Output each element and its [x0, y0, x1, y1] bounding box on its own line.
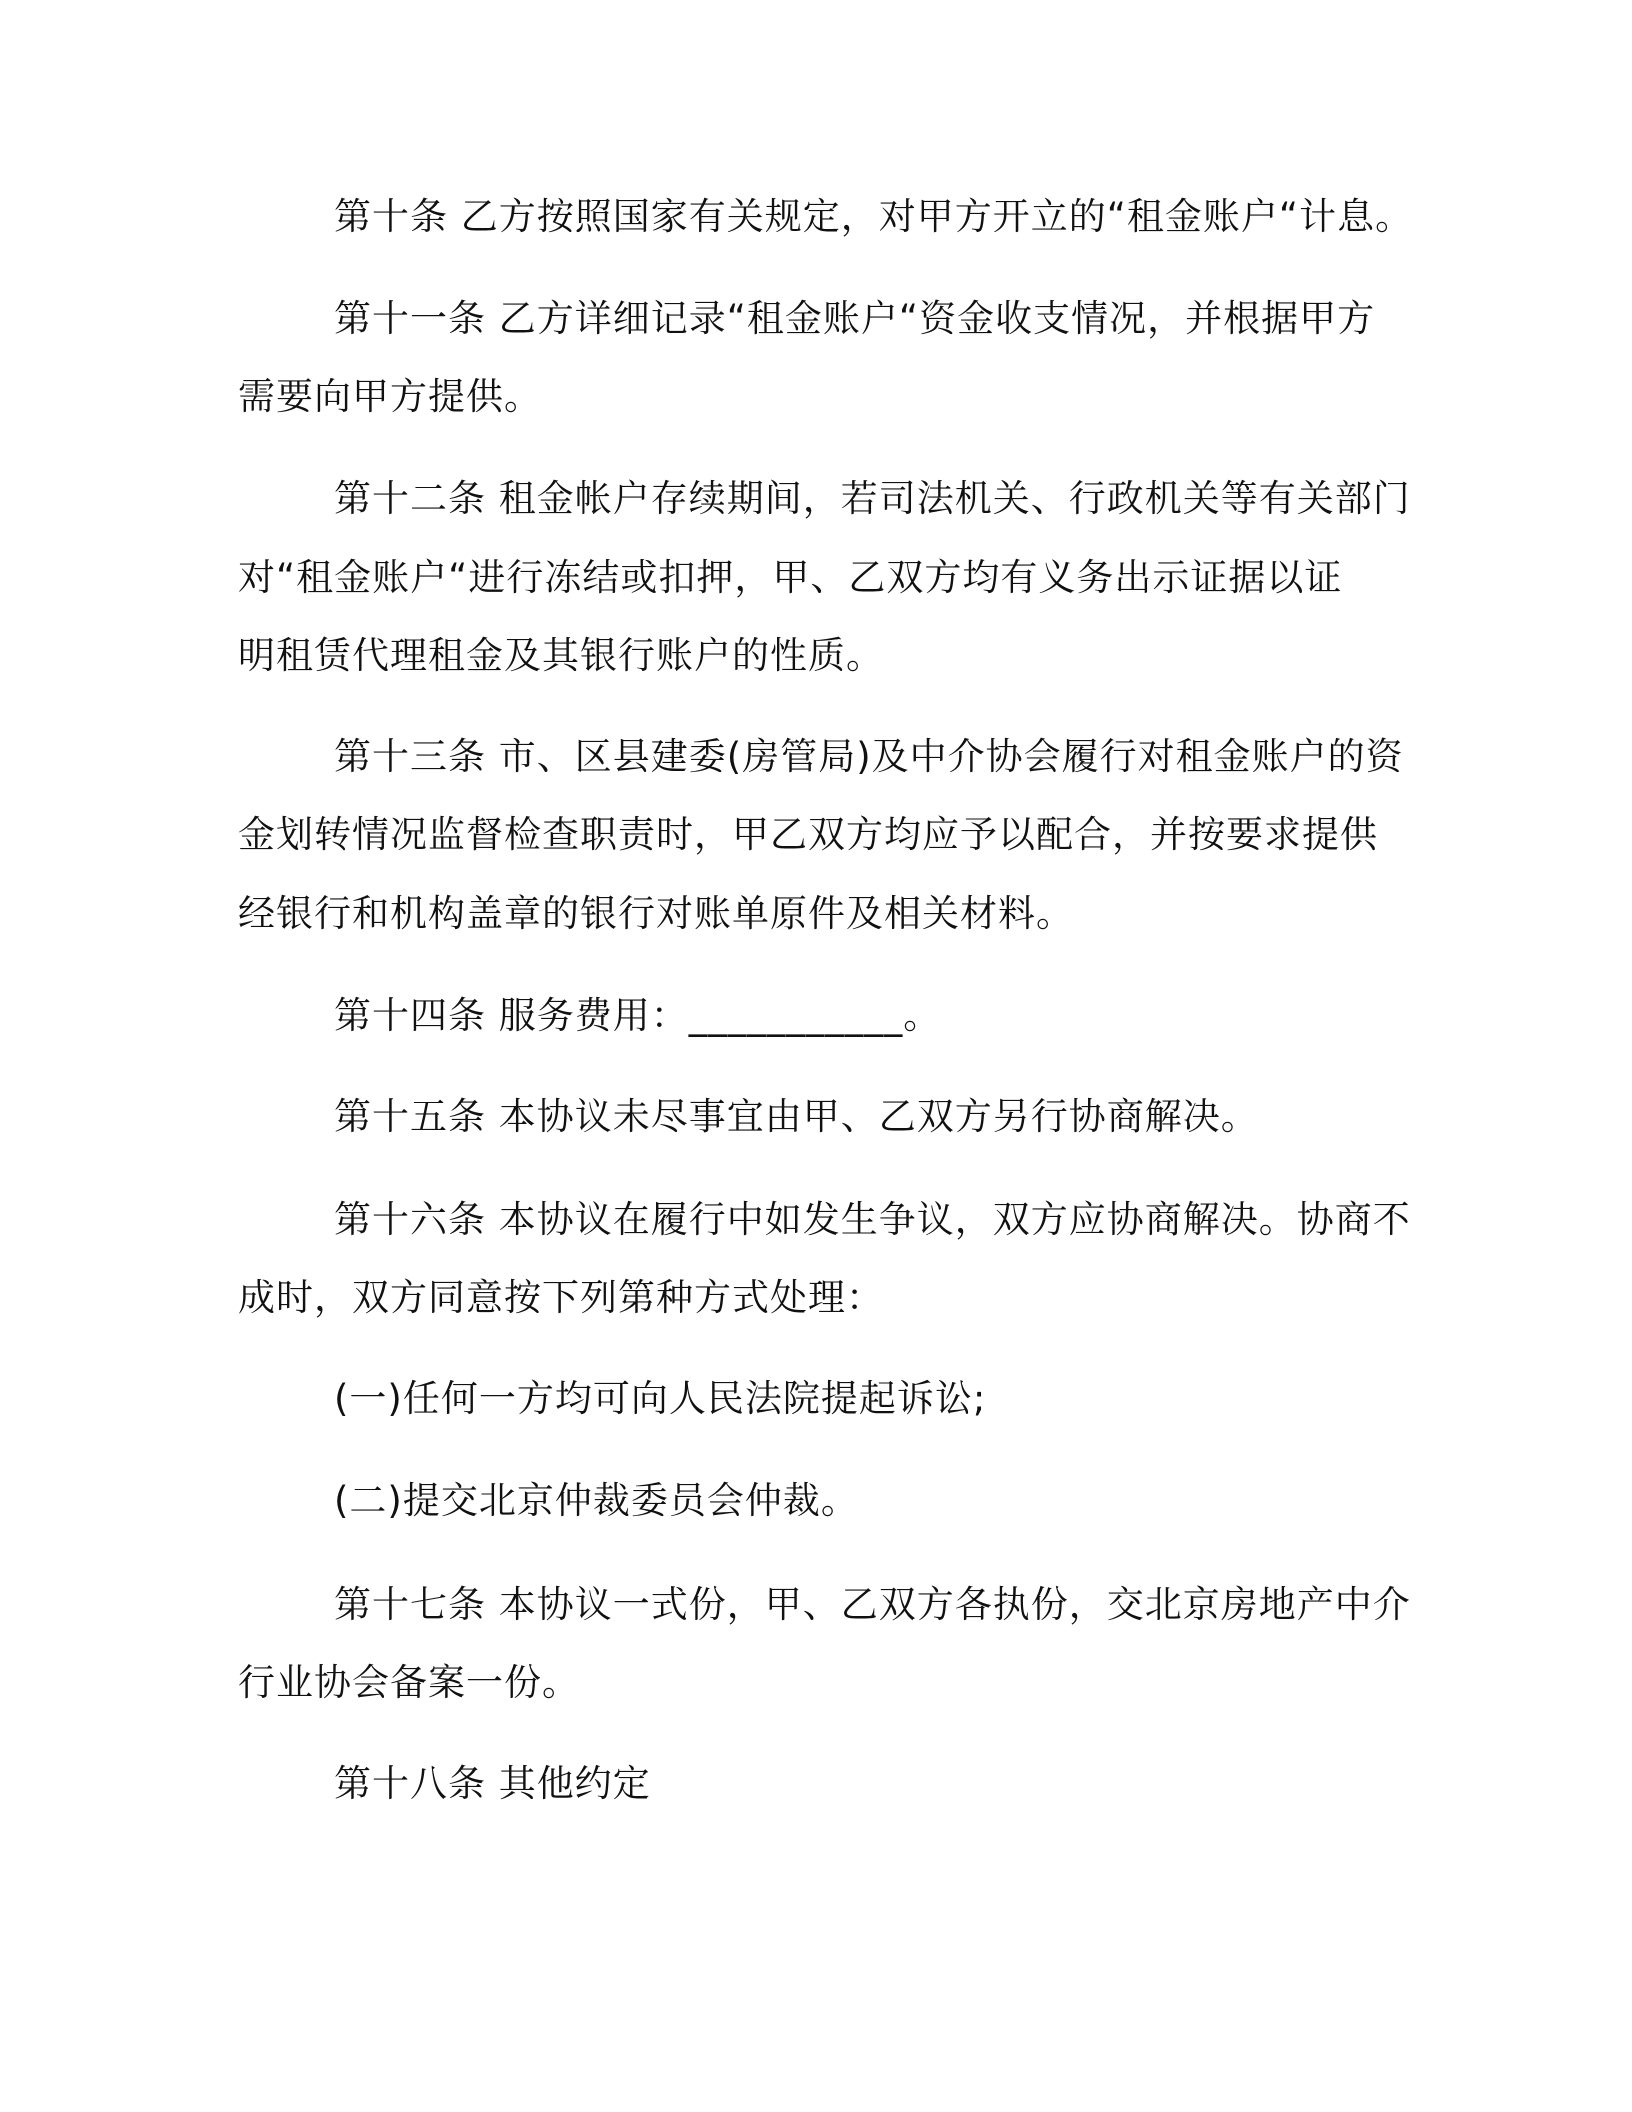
- article-13-line-1: 第十三条 市、区县建委(房管局)及中介协会履行对租金账户的资: [334, 735, 1404, 778]
- article-11-line-2: 需要向甲方提供。: [238, 375, 542, 418]
- article-11-line-1: 第十一条 乙方详细记录“租金账户“资金收支情况，并根据甲方: [334, 297, 1376, 340]
- article-18: 第十八条 其他约定: [334, 1762, 651, 1805]
- article-16-line-1: 第十六条 本协议在履行中如发生争议，双方应协商解决。协商不: [334, 1198, 1411, 1241]
- article-17-line-1: 第十七条 本协议一式份，甲、乙双方各执份，交北京房地产中介: [334, 1583, 1411, 1626]
- article-17-line-2: 行业协会备案一份。: [238, 1661, 580, 1704]
- article-12-line-2: 对“租金账户“进行冻结或扣押，甲、乙双方均有义务出示证据以证: [238, 556, 1343, 599]
- article-12-line-1: 第十二条 租金帐户存续期间，若司法机关、行政机关等有关部门: [334, 477, 1411, 520]
- article-12-line-3: 明租赁代理租金及其银行账户的性质。: [238, 634, 884, 677]
- article-15: 第十五条 本协议未尽事宜由甲、乙双方另行协商解决。: [334, 1095, 1259, 1138]
- article-10: 第十条 乙方按照国家有关规定，对甲方开立的“租金账户“计息。: [334, 195, 1414, 238]
- article-16-option-2: (二)提交北京仲裁委员会仲裁。: [334, 1479, 859, 1522]
- article-16-option-1: (一)任何一方均可向人民法院提起诉讼;: [334, 1377, 987, 1420]
- article-13-line-2: 金划转情况监督检查职责时，甲乙双方均应予以配合，并按要求提供: [238, 813, 1378, 856]
- article-16-line-2: 成时，双方同意按下列第种方式处理：: [238, 1276, 884, 1319]
- article-14: 第十四条 服务费用：___________。: [334, 994, 942, 1037]
- article-13-line-3: 经银行和机构盖章的银行对账单原件及相关材料。: [238, 892, 1074, 935]
